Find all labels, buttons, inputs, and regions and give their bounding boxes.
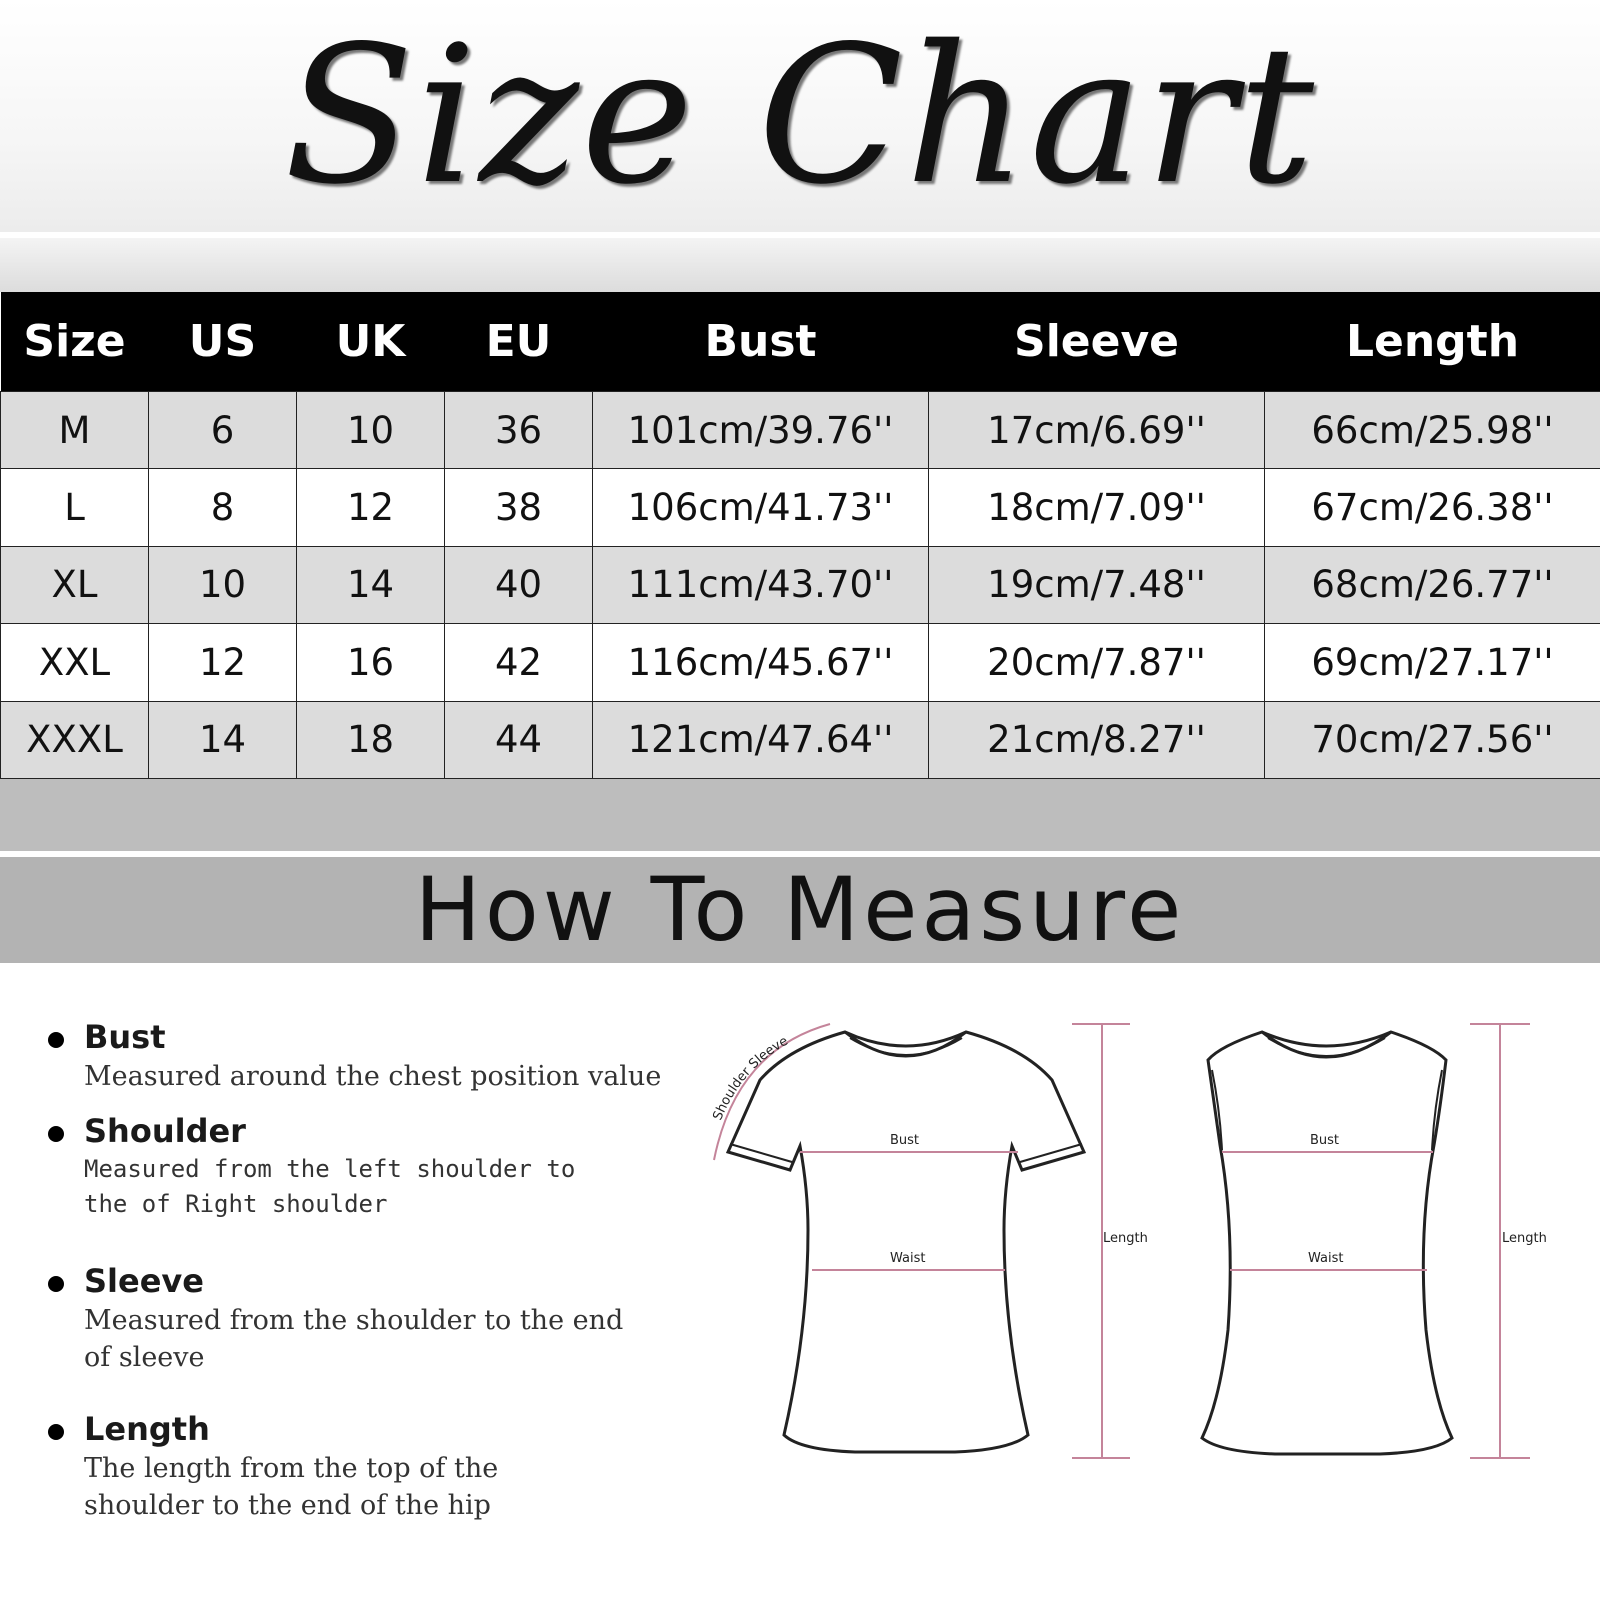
cell-size: XXXL — [1, 701, 149, 778]
note-heading: Length — [84, 1410, 210, 1448]
table-header-row — [1, 292, 1600, 392]
separator-band — [0, 238, 1600, 292]
cell-size: L — [1, 469, 149, 546]
tank-waist-label: Waist — [1308, 1251, 1344, 1266]
header-size: Size — [1, 292, 149, 392]
tank-length-label: Length — [1502, 1231, 1547, 1246]
cell-length: 66cm/25.98'' — [1265, 392, 1600, 469]
cell-uk: 10 — [297, 392, 445, 469]
bullet-icon — [48, 1032, 64, 1048]
cell-uk: 12 — [297, 469, 445, 546]
cell-uk: 18 — [297, 701, 445, 778]
cell-length: 68cm/26.77'' — [1265, 546, 1600, 623]
note-heading: Shoulder — [84, 1112, 246, 1150]
cell-us: 8 — [149, 469, 297, 546]
note-heading: Bust — [84, 1018, 166, 1056]
header-us: US — [149, 292, 297, 392]
tank-outline — [1202, 1032, 1452, 1454]
cell-us: 10 — [149, 546, 297, 623]
cell-us: 6 — [149, 392, 297, 469]
svg-text:Shoulder Sleeve — [710, 1034, 790, 1123]
cell-sleeve: 20cm/7.87'' — [929, 624, 1265, 701]
note-text: Measured from the left shoulder to the of Right shoulder — [84, 1155, 576, 1218]
cell-length: 69cm/27.17'' — [1265, 624, 1600, 701]
cell-eu: 40 — [445, 546, 593, 623]
table-row — [1, 469, 1600, 546]
cell-length: 67cm/26.38'' — [1265, 469, 1600, 546]
tshirt-length-label: Length — [1103, 1231, 1148, 1246]
cell-size: M — [1, 392, 149, 469]
cell-length: 70cm/27.56'' — [1265, 701, 1600, 778]
table-row — [1, 546, 1600, 623]
gray-band — [0, 779, 1600, 851]
how-to-measure-title: How To Measure — [414, 858, 1186, 961]
note-heading: Sleeve — [84, 1262, 204, 1300]
cell-sleeve: 19cm/7.48'' — [929, 546, 1265, 623]
table-row — [1, 392, 1600, 469]
table-row — [1, 701, 1600, 778]
cell-sleeve: 17cm/6.69'' — [929, 392, 1265, 469]
cell-size: XXL — [1, 624, 149, 701]
page-title: Size Chart — [283, 5, 1317, 226]
cell-uk: 14 — [297, 546, 445, 623]
garment-diagram — [700, 1010, 1600, 1530]
cell-bust: 101cm/39.76'' — [593, 392, 929, 469]
cell-us: 14 — [149, 701, 297, 778]
header-length: Length — [1265, 292, 1600, 392]
cell-eu: 42 — [445, 624, 593, 701]
note-text: Measured around the chest position value — [84, 1061, 662, 1092]
cell-sleeve: 18cm/7.09'' — [929, 469, 1265, 546]
cell-bust: 116cm/45.67'' — [593, 624, 929, 701]
cell-eu: 36 — [445, 392, 593, 469]
tshirt-outline — [728, 1032, 1084, 1452]
measure-diagram — [700, 1010, 1600, 1530]
header-sleeve: Sleeve — [929, 292, 1265, 392]
bullet-icon — [48, 1276, 64, 1292]
cell-bust: 121cm/47.64'' — [593, 701, 929, 778]
cell-uk: 16 — [297, 624, 445, 701]
table-row — [1, 624, 1600, 701]
cell-size: XL — [1, 546, 149, 623]
cell-eu: 38 — [445, 469, 593, 546]
cell-eu: 44 — [445, 701, 593, 778]
tshirt-waist-label: Waist — [890, 1251, 926, 1266]
tank-bust-label: Bust — [1310, 1133, 1340, 1148]
header-uk: UK — [297, 292, 445, 392]
cell-sleeve: 21cm/8.27'' — [929, 701, 1265, 778]
bullet-icon — [48, 1424, 64, 1440]
cell-bust: 106cm/41.73'' — [593, 469, 929, 546]
bullet-icon — [48, 1126, 64, 1142]
cell-bust: 111cm/43.70'' — [593, 546, 929, 623]
header-bust: Bust — [593, 292, 929, 392]
header-eu: EU — [445, 292, 593, 392]
cell-us: 12 — [149, 624, 297, 701]
shoulder-sleeve-label: Shoulder Sleeve — [710, 1033, 791, 1123]
note-text: The length from the top of the shoulder to the end of the hip — [84, 1453, 499, 1521]
tshirt-bust-label: Bust — [890, 1133, 920, 1148]
note-text: Measured from the shoulder to the end of sleeve — [84, 1305, 624, 1373]
size-table — [0, 292, 1600, 779]
